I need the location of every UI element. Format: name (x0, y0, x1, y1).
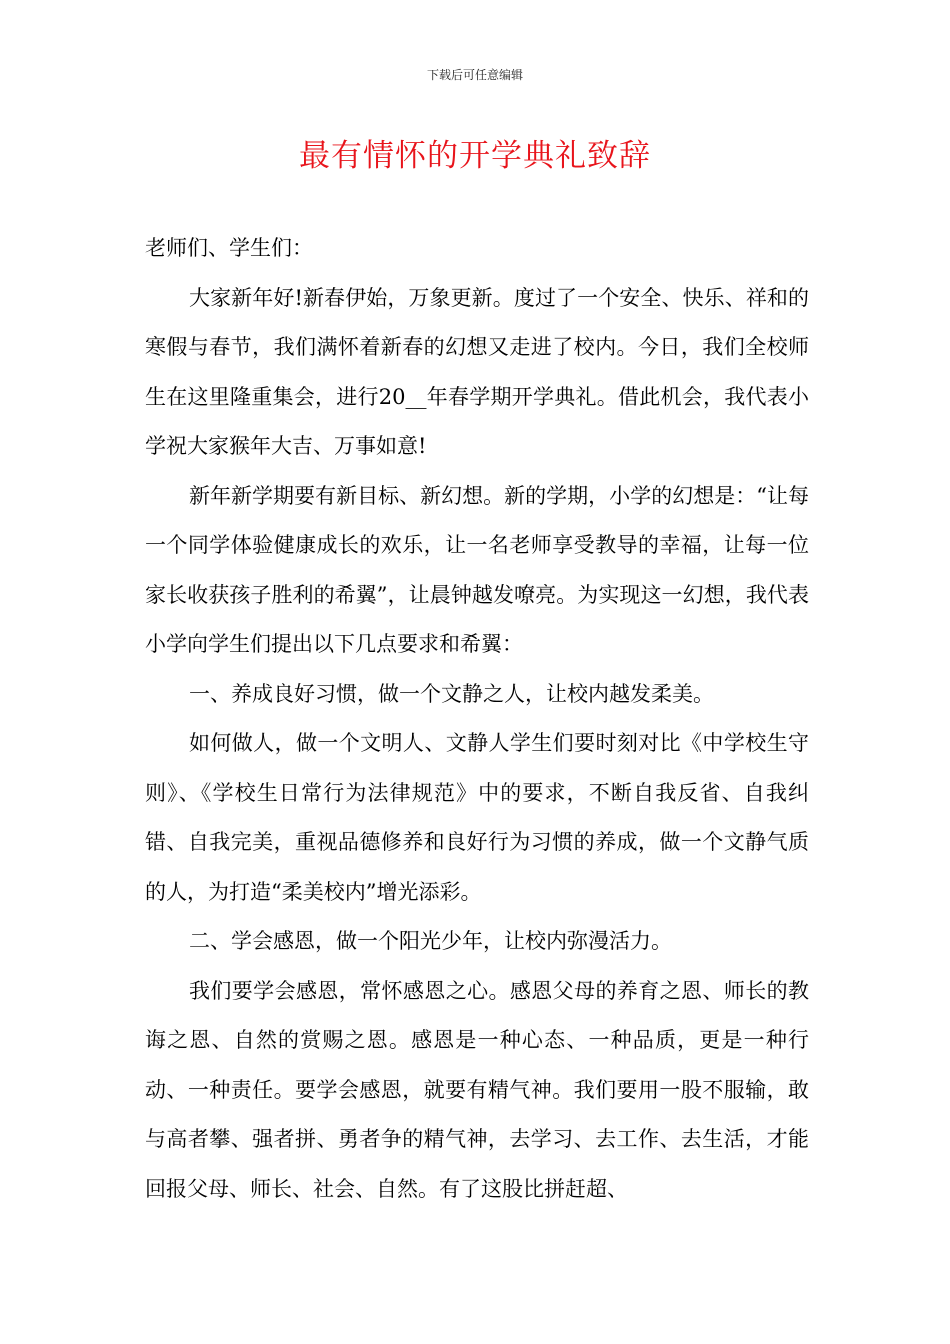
header-note: 下载后可任意编辑 (426, 68, 523, 82)
paragraph: 新年新学期要有新目标、新幻想。新的学期，小学的幻想是：“让每一个同学体验健康成长的欢乐，让一名老师享受教导的幸福，让每一位家长收获孩子胜利的希翼”，让晨钟越发嘹亮。为实现这一幻想，我代表小学向学生们提出以下几点要求和希翼： (145, 483, 809, 656)
document-title: 最有情怀的开学典礼致辞 (299, 138, 651, 174)
document-body (145, 224, 809, 1214)
paragraph: 大家新年好!新春伊始，万象更新。度过了一个安全、快乐、祥和的寒假与春节，我们满怀着新春的幻想又走进了校内。今日，我们全校师生在这里隆重集会，进行20__年春学期开学典礼。借此机会，我代表小学祝大家猴年大吉、万事如意! (145, 285, 809, 458)
paragraph: 我们要学会感恩，常怀感恩之心。感恩父母的养育之恩、师长的教诲之恩、自然的赏赐之恩。感恩是一种心态、一种品质，更是一种行动、一种责任。要学会感恩，就要有精气神。我们要用一股不服输，敢与高者攀、强者拼、勇者争的精气神，去学习、去工作、去生活，才能回报父母、师长、社会、自然。有了这股比拼赶超、 (145, 978, 809, 1201)
section-heading: 二、学会感恩，做一个阳光少年，让校内弥漫活力。 (189, 929, 672, 953)
paragraph: 如何做人，做一个文明人、文静人学生们要时刻对比《中学校生守则》、《学校生日常行为法律规范》中的要求，不断自我反省、自我纠错、自我完美，重视品德修养和良好行为习惯的养成，做一个文静气质的人，为打造“柔美校内”增光添彩。 (145, 731, 809, 904)
salutation: 老师们、学生们： (145, 236, 313, 260)
section-heading: 一、养成良好习惯，做一个文静之人，让校内越发柔美。 (189, 681, 714, 706)
